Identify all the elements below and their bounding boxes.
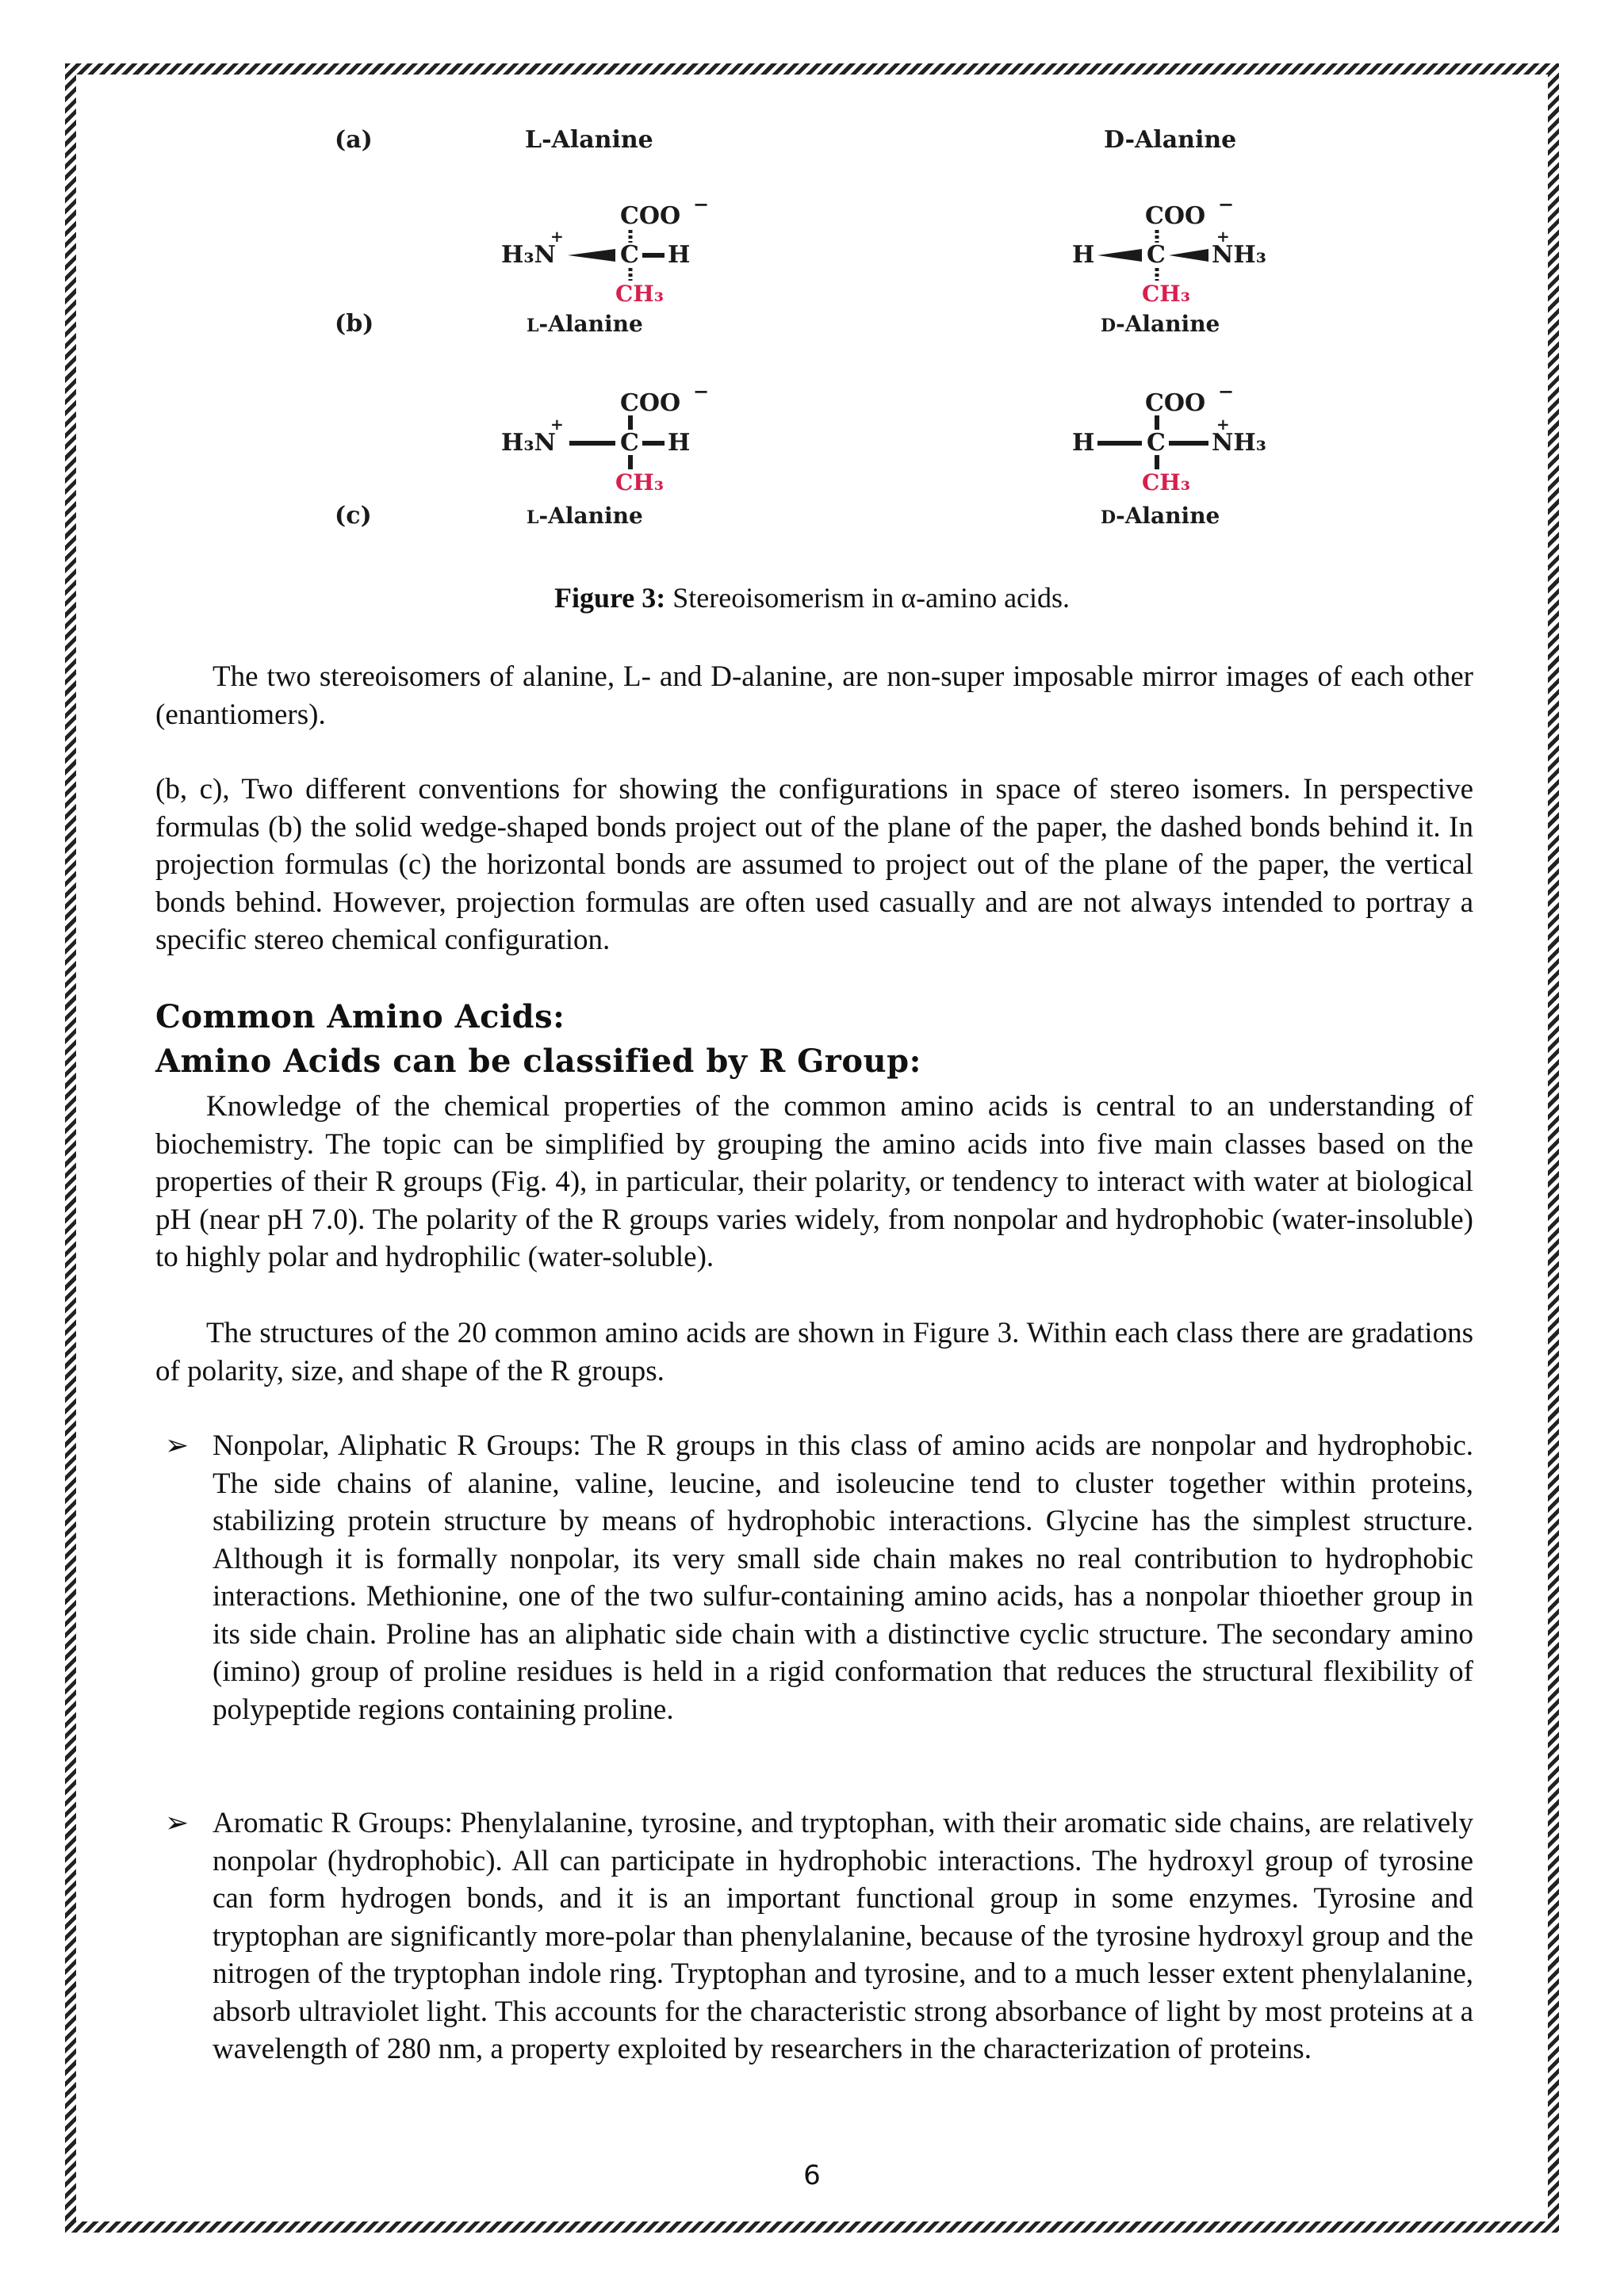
svg-text:C: C bbox=[620, 429, 639, 457]
svg-text:−: − bbox=[693, 193, 710, 216]
svg-text:H: H bbox=[1072, 241, 1095, 269]
svg-text:CH₃: CH₃ bbox=[1142, 281, 1191, 307]
knowledge-paragraph: Knowledge of the chemical properties of the common amino acids is central to an understanding of biochemistry. The topic can be simplified by grouping the amino acids into five main classes based on the properties of their R groups (Fig. 4), in particular, their polarity, or tendency to interact with water at biological pH (near pH 7.0). The polarity of the R groups varies widely, from nonpolar and hydrophobic (water-insoluble) to highly polar and hydrophilic (water-soluble). bbox=[155, 1090, 1473, 1273]
l-alanine-title: L-Alanine bbox=[525, 126, 653, 154]
d-alanine-title: D-Alanine bbox=[1104, 126, 1237, 154]
d-alanine-label-b: D-Alanine bbox=[1101, 311, 1220, 337]
svg-text:−: − bbox=[1218, 380, 1235, 403]
svg-text:COO: COO bbox=[620, 202, 681, 230]
page-number: 6 bbox=[803, 2160, 821, 2191]
svg-text:+: + bbox=[1216, 227, 1230, 246]
row-label-c: (c) bbox=[335, 502, 372, 530]
figure-caption-text: Stereoisomerism in α-amino acids. bbox=[665, 582, 1071, 614]
bullet-aromatic-text: Aromatic R Groups: Phenylalanine, tyrosine, and tryptophan, with their aromatic side chains, are relatively nonpolar (hydrophobic). All can participate in hydrophobic interactions. The hydroxyl group of tyrosine can form hydrogen bonds, and it is an important functional group in some enzymes. Tyrosine and tryptophan are significantly more-polar than phenylalanine, because of the tyrosine hydroxyl group and the nitrogen of the tryptophan indole ring. Tryptophan and tyrosine, and to a much lesser extent phenylalanine, absorb ultraviolet light. This accounts for the characteristic strong absorbance of light by most proteins at a wavelength of 280 nm, a property exploited by researchers in the characterization of proteins. bbox=[213, 1807, 1473, 2065]
svg-text:COO: COO bbox=[1145, 389, 1206, 417]
svg-text:NH₃: NH₃ bbox=[1212, 429, 1266, 457]
svg-text:CH₃: CH₃ bbox=[1142, 469, 1191, 496]
conventions-paragraph: (b, c), Two different conventions for showing the configurations in space of stereo isomers. In perspective formulas (b) the solid wedge-shaped bonds project out of the plane of the paper, the dashed bonds behind it. In projection formulas (c) the horizontal bonds are assumed to project out of the plane of the paper, the vertical bonds behind. However, projection formulas are often used casually and are not always intended to portray a specific stereo chemical configuration. bbox=[155, 773, 1473, 956]
l-alanine-projection bbox=[501, 380, 709, 496]
figure-caption-label: Figure 3: bbox=[553, 582, 666, 614]
svg-text:C: C bbox=[1147, 429, 1166, 457]
svg-text:+: + bbox=[1216, 415, 1230, 434]
svg-text:CH₃: CH₃ bbox=[615, 469, 665, 496]
svg-text:H: H bbox=[668, 429, 691, 457]
svg-text:NH₃: NH₃ bbox=[1212, 241, 1266, 269]
l-alanine-perspective bbox=[501, 193, 709, 307]
svg-text:−: − bbox=[1218, 193, 1235, 216]
svg-text:−: − bbox=[693, 380, 710, 403]
svg-text:H₃N: H₃N bbox=[501, 241, 556, 269]
svg-text:C: C bbox=[620, 241, 639, 269]
d-alanine-label-c: D-Alanine bbox=[1101, 503, 1220, 529]
structures-paragraph: The structures of the 20 common amino acids are shown in Figure 3. Within each class there are gradations of polarity, size, and shape of the R groups. bbox=[155, 1317, 1473, 1387]
section-heading-common-amino-acids: Common Amino Acids: bbox=[155, 998, 565, 1035]
bullet-arrow-icon: ➢ bbox=[165, 1807, 190, 1839]
svg-text:+: + bbox=[550, 415, 564, 434]
alanine-stereoisomer-figure bbox=[0, 0, 1624, 571]
svg-text:H: H bbox=[668, 241, 691, 269]
d-alanine-perspective bbox=[1072, 193, 1266, 307]
svg-text:H: H bbox=[1072, 429, 1095, 457]
l-alanine-label-b: L-Alanine bbox=[527, 311, 643, 337]
svg-text:H₃N: H₃N bbox=[501, 429, 556, 457]
figure-caption bbox=[0, 581, 1624, 614]
l-alanine-label-c: L-Alanine bbox=[527, 503, 643, 529]
bullet-aromatic bbox=[155, 1804, 1473, 2068]
section-heading-r-group: Amino Acids can be classified by R Group: bbox=[155, 1043, 921, 1080]
enantiomer-paragraph: The two stereoisomers of alanine, L- and D-alanine, are non-super imposable mirror images of each other (enantiomers). bbox=[155, 660, 1473, 731]
bullet-nonpolar-aliphatic bbox=[155, 1427, 1473, 1728]
d-alanine-projection bbox=[1072, 380, 1266, 496]
svg-text:CH₃: CH₃ bbox=[615, 281, 665, 307]
svg-text:COO: COO bbox=[1145, 202, 1206, 230]
svg-text:+: + bbox=[550, 227, 564, 246]
svg-text:C: C bbox=[1147, 241, 1166, 269]
svg-text:COO: COO bbox=[620, 389, 681, 417]
bullet-nonpolar-text: Nonpolar, Aliphatic R Groups: The R groups in this class of amino acids are nonpolar and hydrophobic. The side chains of alanine, valine, leucine, and isoleucine tend to cluster together within proteins, stabilizing protein structure by means of hydrophobic interactions. Glycine has the simplest structure. Although it is formally nonpolar, its very small side chain makes no real contribution to hydrophobic interactions. Methionine, one of the two sulfur-containing amino acids, has a nonpolar thioether group in its side chain. Proline has an aliphatic side chain with a distinctive cyclic structure. The secondary amino (imino) group of proline residues is held in a rigid conformation that reduces the structural flexibility of polypeptide regions containing proline. bbox=[213, 1429, 1473, 1726]
bullet-arrow-icon: ➢ bbox=[165, 1429, 190, 1462]
row-label-b: (b) bbox=[335, 310, 374, 338]
row-label-a: (a) bbox=[335, 126, 373, 154]
